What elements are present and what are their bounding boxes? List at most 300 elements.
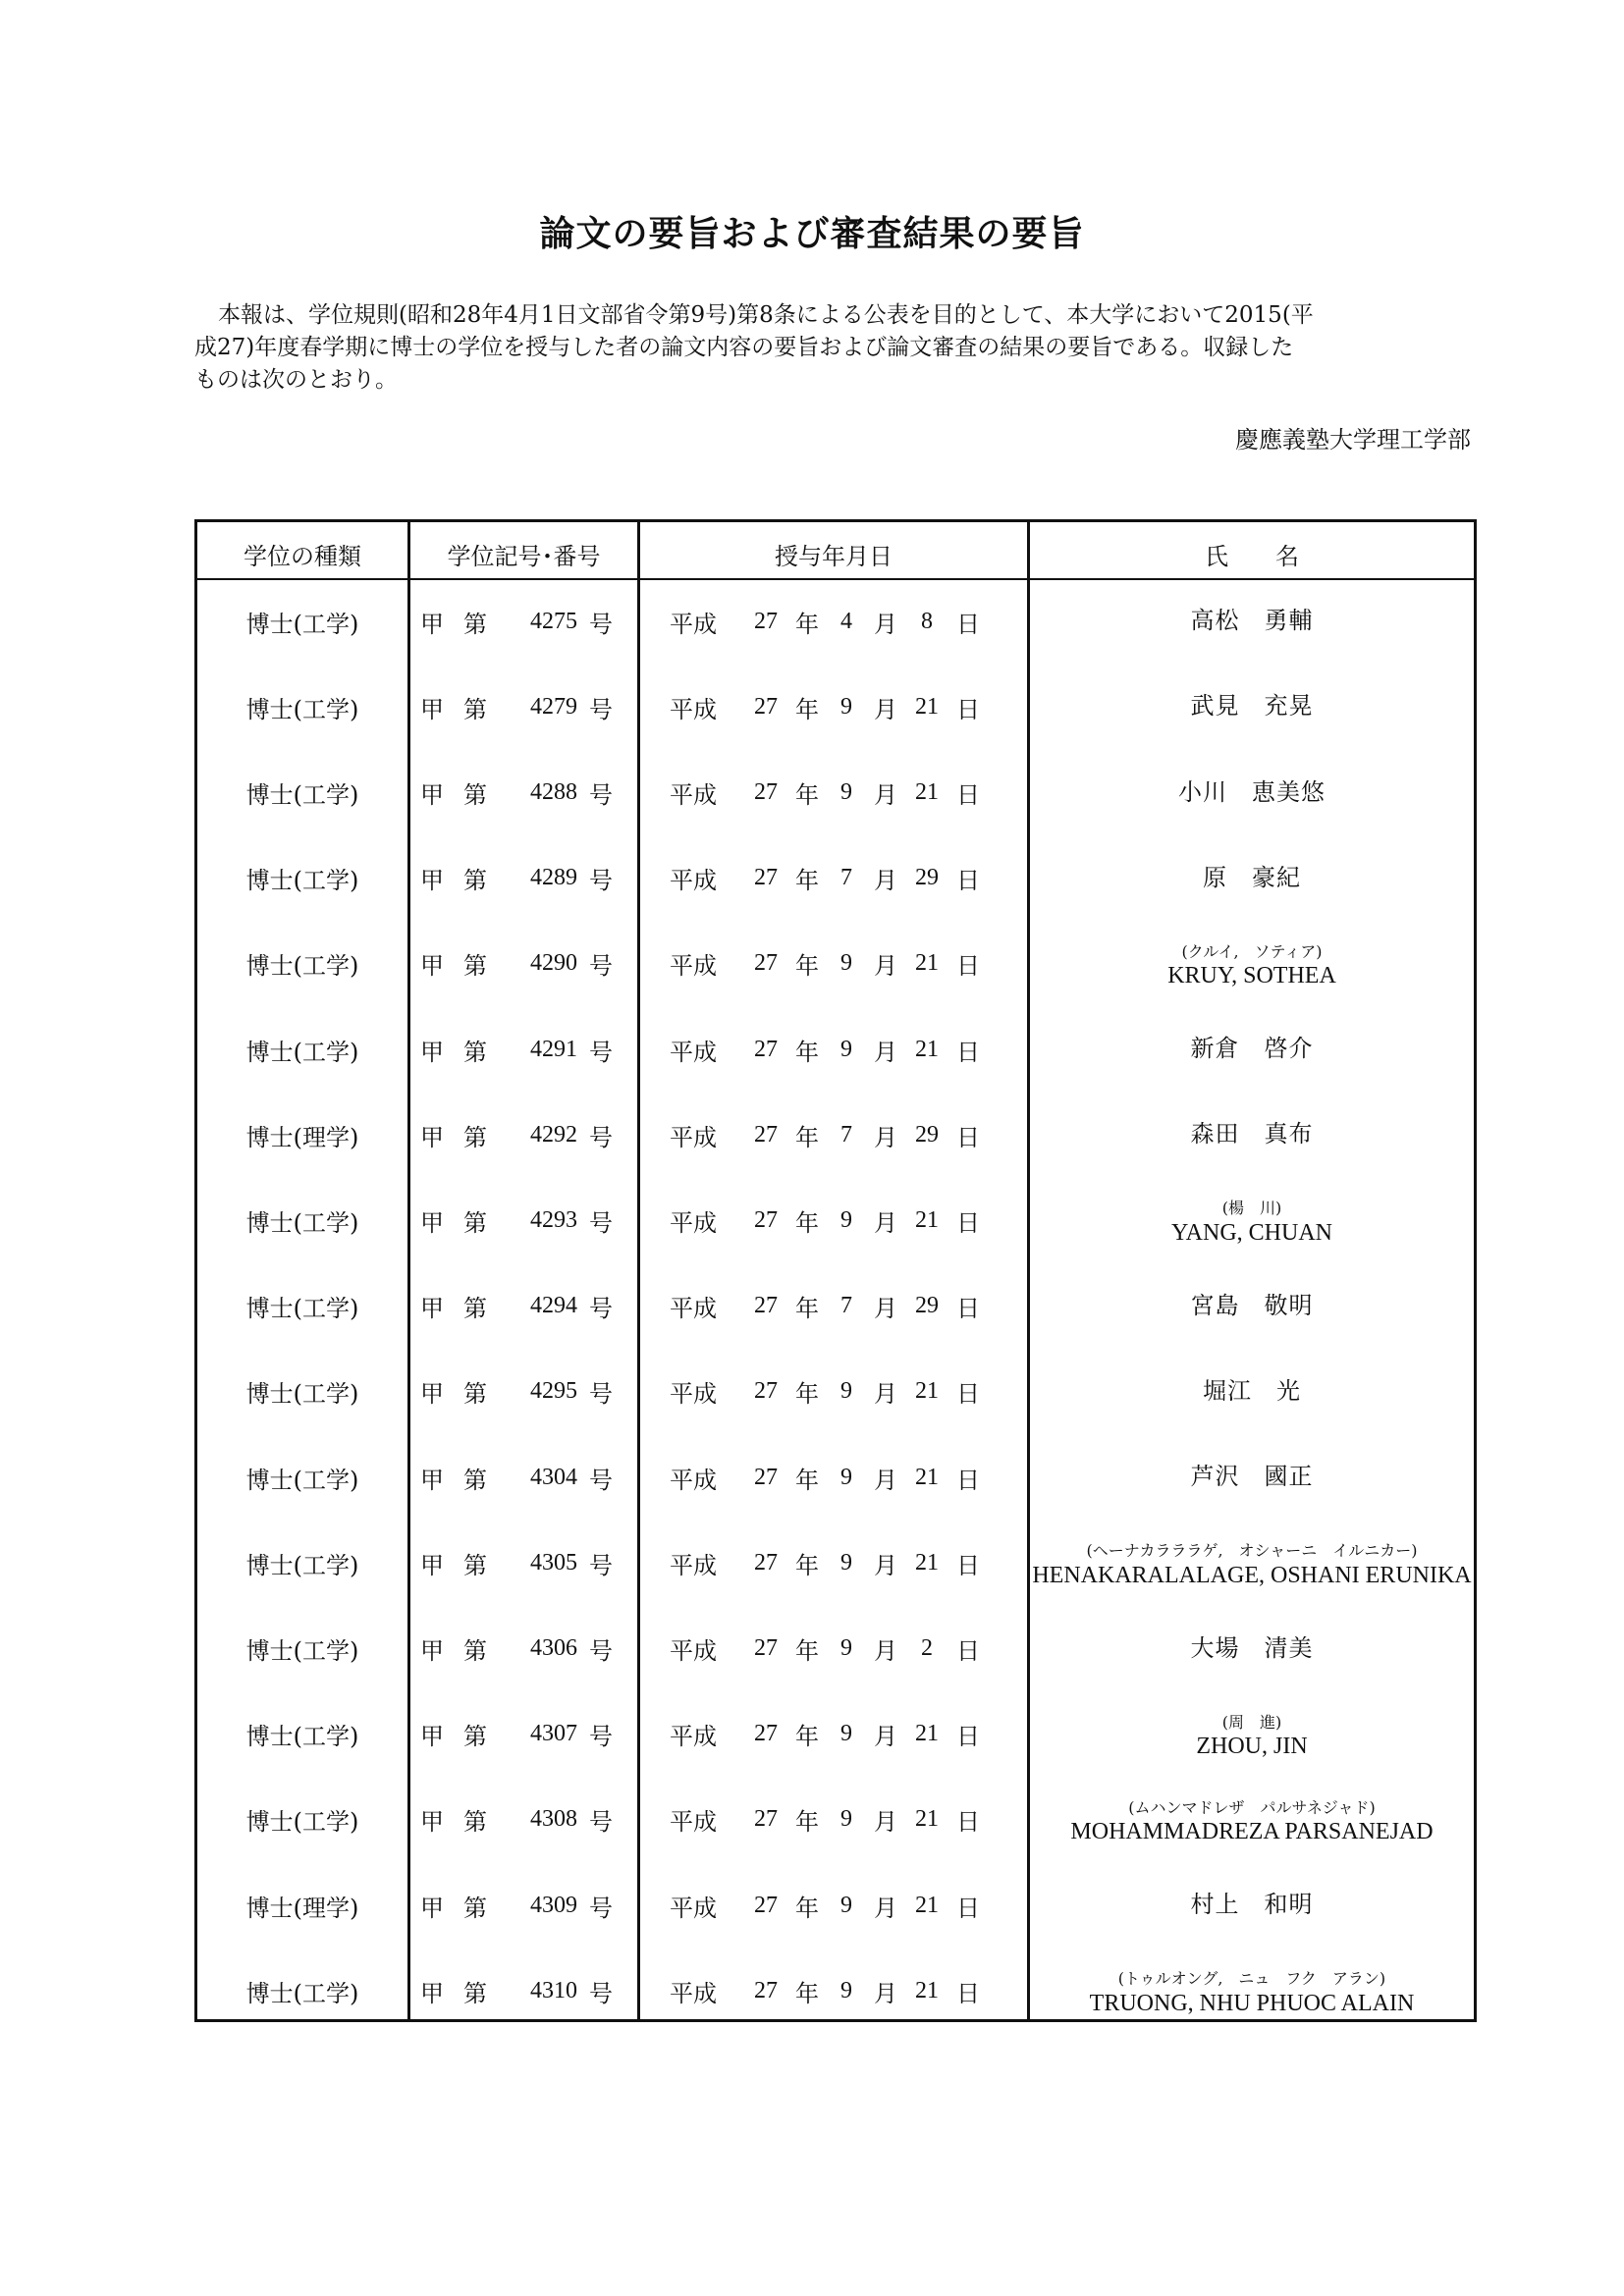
name-cell — [1030, 1777, 1474, 1863]
intro-line: 成27)年度春学期に博士の学位を授与した者の論文内容の要旨および論文審査の結果の要旨である。収録した — [194, 335, 1294, 360]
day-label: 日 — [956, 1380, 980, 1409]
era-label: 平成 — [670, 952, 717, 981]
award-year: 27 — [754, 1036, 778, 1062]
day-label: 日 — [956, 1295, 980, 1323]
degree-number-cell — [410, 749, 637, 835]
dai-label: 第 — [463, 1380, 487, 1409]
degree-type-cell: 博士(工学) — [245, 1979, 359, 2007]
award-month: 9 — [840, 1634, 852, 1661]
month-label: 月 — [874, 610, 897, 638]
month-label: 月 — [874, 1894, 897, 1922]
name-cell — [1030, 1862, 1474, 1949]
recipient-name: 宮島 敬明 — [1190, 1291, 1314, 1319]
award-year: 27 — [754, 693, 778, 720]
name-reading: (トゥルオング, ニュ フク アラン) — [1117, 1969, 1386, 1989]
name-cell — [1030, 578, 1474, 665]
era-label: 平成 — [670, 1380, 717, 1409]
go-label: 号 — [589, 867, 613, 895]
recipient-name: KRUY, SOTHEA — [1167, 963, 1336, 989]
year-label: 年 — [795, 1208, 819, 1237]
intro-line: 本報は、学位規則(昭和28年4月1日文部省令第9号)第8条による公表を目的として、本大学において2015(平 — [218, 302, 1314, 328]
year-label: 年 — [795, 1723, 819, 1751]
era-label: 平成 — [670, 1636, 717, 1665]
name-block — [1191, 608, 1314, 635]
award-year: 27 — [754, 1634, 778, 1661]
recipient-name: ZHOU, JIN — [1196, 1733, 1308, 1759]
degree-type-cell: 博士(工学) — [245, 780, 359, 809]
era-label: 平成 — [670, 1894, 717, 1922]
dai-label: 第 — [463, 695, 487, 723]
award-day: 21 — [915, 950, 939, 977]
name-cell — [1030, 1092, 1474, 1178]
degree-number: 4292 — [530, 1121, 577, 1148]
year-label: 年 — [795, 1636, 819, 1665]
degree-type-cell: 博士(理学) — [245, 1123, 359, 1151]
go-label: 号 — [589, 695, 613, 723]
recipient-name: 原 豪紀 — [1203, 863, 1301, 891]
award-month: 7 — [840, 1293, 852, 1319]
name-block — [1203, 1378, 1301, 1406]
year-label: 年 — [795, 610, 819, 638]
award-day: 8 — [921, 608, 933, 634]
award-date-cell — [640, 1092, 1027, 1178]
dai-label: 第 — [463, 610, 487, 638]
day-label: 日 — [956, 1808, 980, 1837]
era-label: 平成 — [670, 1808, 717, 1837]
go-label: 号 — [589, 1723, 613, 1751]
go-label: 号 — [589, 1979, 613, 2007]
degree-number: 4294 — [530, 1293, 577, 1319]
award-year: 27 — [754, 1977, 778, 2003]
year-label: 年 — [795, 1894, 819, 1922]
day-label: 日 — [956, 1723, 980, 1751]
recipient-name: TRUONG, NHU PHUOC ALAIN — [1089, 1990, 1415, 2016]
recipient-name: 小川 恵美悠 — [1178, 777, 1326, 806]
year-label: 年 — [795, 1979, 819, 2007]
dai-label: 第 — [463, 1979, 487, 2007]
name-cell — [1030, 1948, 1474, 2034]
go-label: 号 — [589, 1636, 613, 1665]
degree-number-cell — [410, 1691, 637, 1778]
code-label: 甲 — [420, 1808, 444, 1837]
name-cell — [1030, 1605, 1474, 1691]
award-day: 21 — [915, 778, 939, 805]
name-block — [1191, 1464, 1314, 1491]
recipient-name: 高松 勇輔 — [1190, 607, 1314, 635]
code-label: 甲 — [420, 1208, 444, 1237]
code-label: 甲 — [420, 1380, 444, 1409]
go-label: 号 — [589, 1208, 613, 1237]
go-label: 号 — [589, 952, 613, 981]
name-block — [1191, 1293, 1314, 1320]
degree-number: 4309 — [530, 1892, 577, 1918]
award-day: 21 — [915, 1206, 939, 1233]
month-label: 月 — [874, 1808, 897, 1837]
degree-type-cell: 博士(工学) — [245, 1295, 359, 1323]
go-label: 号 — [589, 1808, 613, 1837]
era-label: 平成 — [670, 1123, 717, 1151]
dai-label: 第 — [463, 1551, 487, 1579]
go-label: 号 — [589, 1123, 613, 1151]
degree-type-cell: 博士(工学) — [245, 952, 359, 981]
name-block — [1178, 779, 1326, 807]
year-label: 年 — [795, 1295, 819, 1323]
award-date-cell — [640, 1862, 1027, 1949]
award-month: 4 — [840, 608, 852, 634]
award-day: 21 — [915, 1378, 939, 1405]
era-label: 平成 — [670, 867, 717, 895]
award-day: 21 — [915, 1464, 939, 1490]
month-label: 月 — [874, 1123, 897, 1151]
award-day: 29 — [915, 1293, 939, 1319]
award-year: 27 — [754, 1206, 778, 1233]
name-block — [1196, 1714, 1307, 1761]
year-label: 年 — [795, 1466, 819, 1494]
name-block — [1203, 865, 1301, 892]
intro-paragraph — [194, 299, 1471, 397]
award-month: 9 — [840, 693, 852, 720]
recipient-name: 大場 清美 — [1190, 1633, 1314, 1662]
degree-number-cell — [410, 578, 637, 665]
award-date-cell — [640, 921, 1027, 1007]
go-label: 号 — [589, 610, 613, 638]
day-label: 日 — [956, 1208, 980, 1237]
era-label: 平成 — [670, 1295, 717, 1323]
code-label: 甲 — [420, 780, 444, 809]
award-month: 9 — [840, 1206, 852, 1233]
recipient-name: 村上 和明 — [1190, 1891, 1314, 1919]
degree-number-cell — [410, 1605, 637, 1691]
dai-label: 第 — [463, 780, 487, 809]
degree-number: 4288 — [530, 778, 577, 805]
award-month: 9 — [840, 1464, 852, 1490]
year-label: 年 — [795, 1380, 819, 1409]
go-label: 号 — [589, 1894, 613, 1922]
award-month: 9 — [840, 1806, 852, 1833]
name-block — [1191, 1121, 1314, 1148]
award-day: 2 — [921, 1634, 933, 1661]
name-reading: (ムハンマドレザ パルサネジャド) — [1128, 1797, 1376, 1817]
day-label: 日 — [956, 610, 980, 638]
award-date-cell — [640, 664, 1027, 750]
day-label: 日 — [956, 1038, 980, 1066]
award-day: 21 — [915, 1036, 939, 1062]
degree-number-cell — [410, 1349, 637, 1435]
award-month: 9 — [840, 1378, 852, 1405]
degree-number: 4291 — [530, 1036, 577, 1062]
year-label: 年 — [795, 695, 819, 723]
award-date-cell — [640, 835, 1027, 922]
award-month: 9 — [840, 778, 852, 805]
dai-label: 第 — [463, 1295, 487, 1323]
award-day: 21 — [915, 1721, 939, 1747]
degree-number: 4310 — [530, 1977, 577, 2003]
era-label: 平成 — [670, 1723, 717, 1751]
name-cell — [1030, 1349, 1474, 1435]
name-block — [1191, 1635, 1314, 1663]
recipient-name: HENAKARALALAGE, OSHANI ERUNIKA — [1032, 1562, 1472, 1588]
degree-number: 4289 — [530, 865, 577, 891]
year-label: 年 — [795, 780, 819, 809]
era-label: 平成 — [670, 780, 717, 809]
award-day: 21 — [915, 1892, 939, 1918]
go-label: 号 — [589, 1038, 613, 1066]
award-day: 21 — [915, 1806, 939, 1833]
go-label: 号 — [589, 1380, 613, 1409]
era-label: 平成 — [670, 1979, 717, 2007]
header-name: 氏 名 — [1205, 543, 1299, 570]
award-year: 27 — [754, 1721, 778, 1747]
name-block — [1191, 1036, 1314, 1063]
era-label: 平成 — [670, 610, 717, 638]
dai-label: 第 — [463, 1466, 487, 1494]
month-label: 月 — [874, 1038, 897, 1066]
degree-number: 4308 — [530, 1806, 577, 1833]
degree-number-cell — [410, 921, 637, 1007]
degree-number-cell — [410, 1263, 637, 1350]
degree-type-cell: 博士(工学) — [245, 1808, 359, 1837]
degree-type-cell: 博士(工学) — [245, 1551, 359, 1579]
code-label: 甲 — [420, 1894, 444, 1922]
award-date-cell — [640, 1777, 1027, 1863]
day-label: 日 — [956, 1551, 980, 1579]
month-label: 月 — [874, 1380, 897, 1409]
award-year: 27 — [754, 1378, 778, 1405]
degree-number: 4305 — [530, 1549, 577, 1575]
code-label: 甲 — [420, 952, 444, 981]
award-month: 9 — [840, 1977, 852, 2003]
organization-name: 慶應義塾大学理工学部 — [1235, 426, 1471, 454]
year-label: 年 — [795, 1808, 819, 1837]
award-day: 29 — [915, 1121, 939, 1148]
award-month: 9 — [840, 1892, 852, 1918]
name-cell — [1030, 835, 1474, 922]
month-label: 月 — [874, 1466, 897, 1494]
month-label: 月 — [874, 695, 897, 723]
recipient-name: 武見 充晃 — [1190, 692, 1314, 721]
code-label: 甲 — [420, 610, 444, 638]
dai-label: 第 — [463, 1038, 487, 1066]
go-label: 号 — [589, 1295, 613, 1323]
header-award-date: 授与年月日 — [775, 543, 893, 570]
header-degree-type: 学位の種類 — [244, 543, 361, 570]
year-label: 年 — [795, 1551, 819, 1579]
award-year: 27 — [754, 1293, 778, 1319]
award-year: 27 — [754, 608, 778, 634]
name-block — [1167, 943, 1336, 990]
award-date-cell — [640, 1434, 1027, 1521]
day-label: 日 — [956, 780, 980, 809]
era-label: 平成 — [670, 1038, 717, 1066]
award-month: 9 — [840, 1549, 852, 1575]
day-label: 日 — [956, 952, 980, 981]
code-label: 甲 — [420, 1123, 444, 1151]
degree-number-cell — [410, 1948, 637, 2034]
recipient-name: MOHAMMADREZA PARSANEJAD — [1070, 1819, 1434, 1845]
recipient-name: 新倉 啓介 — [1190, 1035, 1314, 1063]
degree-number-cell — [410, 1520, 637, 1606]
degree-table — [194, 519, 1477, 2022]
name-reading: (楊 川) — [1221, 1199, 1282, 1218]
award-month: 7 — [840, 865, 852, 891]
go-label: 号 — [589, 1551, 613, 1579]
name-cell — [1030, 1263, 1474, 1350]
degree-type-cell: 博士(工学) — [245, 1380, 359, 1409]
name-cell — [1030, 1520, 1474, 1606]
code-label: 甲 — [420, 1979, 444, 2007]
month-label: 月 — [874, 1723, 897, 1751]
code-label: 甲 — [420, 1038, 444, 1066]
degree-type-cell: 博士(工学) — [245, 1038, 359, 1066]
award-date-cell — [640, 1006, 1027, 1093]
degree-number: 4275 — [530, 608, 577, 634]
award-month: 9 — [840, 1721, 852, 1747]
month-label: 月 — [874, 867, 897, 895]
dai-label: 第 — [463, 1123, 487, 1151]
name-reading: (周 進) — [1221, 1712, 1282, 1732]
award-date-cell — [640, 1948, 1027, 2034]
degree-number-cell — [410, 1006, 637, 1093]
degree-type-cell: 博士(工学) — [245, 1208, 359, 1237]
name-reading: (ヘーナカラララゲ, オシャーニ イルニカー) — [1086, 1541, 1418, 1561]
code-label: 甲 — [420, 1466, 444, 1494]
name-cell — [1030, 1434, 1474, 1521]
degree-type-cell: 博士(工学) — [245, 1723, 359, 1751]
day-label: 日 — [956, 867, 980, 895]
day-label: 日 — [956, 1894, 980, 1922]
degree-type-cell: 博士(工学) — [245, 867, 359, 895]
degree-number: 4306 — [530, 1634, 577, 1661]
award-year: 27 — [754, 1549, 778, 1575]
recipient-name: YANG, CHUAN — [1170, 1219, 1332, 1246]
degree-number: 4295 — [530, 1378, 577, 1405]
code-label: 甲 — [420, 695, 444, 723]
degree-number: 4304 — [530, 1464, 577, 1490]
degree-type-cell: 博士(工学) — [245, 1636, 359, 1665]
name-block — [1070, 1799, 1433, 1846]
award-day: 29 — [915, 865, 939, 891]
go-label: 号 — [589, 780, 613, 809]
day-label: 日 — [956, 1979, 980, 2007]
award-date-cell — [640, 1263, 1027, 1350]
day-label: 日 — [956, 695, 980, 723]
month-label: 月 — [874, 1295, 897, 1323]
degree-number-cell — [410, 664, 637, 750]
name-cell — [1030, 664, 1474, 750]
award-date-cell — [640, 578, 1027, 665]
award-day: 21 — [915, 1549, 939, 1575]
name-cell — [1030, 1006, 1474, 1093]
award-year: 27 — [754, 1806, 778, 1833]
award-year: 27 — [754, 1892, 778, 1918]
degree-number: 4290 — [530, 950, 577, 977]
award-year: 27 — [754, 778, 778, 805]
degree-number-cell — [410, 835, 637, 922]
degree-number-cell — [410, 1434, 637, 1521]
year-label: 年 — [795, 1038, 819, 1066]
degree-number: 4293 — [530, 1206, 577, 1233]
degree-type-cell: 博士(工学) — [245, 695, 359, 723]
name-block — [1191, 1892, 1314, 1919]
name-cell — [1030, 1691, 1474, 1778]
day-label: 日 — [956, 1636, 980, 1665]
award-year: 27 — [754, 1121, 778, 1148]
era-label: 平成 — [670, 1466, 717, 1494]
year-label: 年 — [795, 952, 819, 981]
go-label: 号 — [589, 1466, 613, 1494]
award-date-cell — [640, 1349, 1027, 1435]
degree-type-cell: 博士(工学) — [245, 1466, 359, 1494]
recipient-name: 堀江 光 — [1203, 1377, 1301, 1405]
intro-line: ものは次のとおり。 — [194, 367, 398, 393]
degree-number-cell — [410, 1777, 637, 1863]
code-label: 甲 — [420, 1295, 444, 1323]
document-title: 論文の要旨および審査結果の要旨 — [539, 214, 1085, 254]
dai-label: 第 — [463, 952, 487, 981]
month-label: 月 — [874, 1551, 897, 1579]
name-reading: (クルイ, ソティア) — [1181, 941, 1323, 961]
degree-type-cell: 博士(理学) — [245, 1894, 359, 1922]
award-month: 9 — [840, 950, 852, 977]
era-label: 平成 — [670, 695, 717, 723]
code-label: 甲 — [420, 867, 444, 895]
award-date-cell — [640, 1605, 1027, 1691]
code-label: 甲 — [420, 1636, 444, 1665]
month-label: 月 — [874, 1979, 897, 2007]
award-year: 27 — [754, 865, 778, 891]
dai-label: 第 — [463, 1636, 487, 1665]
award-day: 21 — [915, 693, 939, 720]
era-label: 平成 — [670, 1551, 717, 1579]
year-label: 年 — [795, 1123, 819, 1151]
header-degree-number: 学位記号･番号 — [447, 543, 601, 570]
month-label: 月 — [874, 1636, 897, 1665]
award-day: 21 — [915, 1977, 939, 2003]
degree-number: 4307 — [530, 1721, 577, 1747]
award-date-cell — [640, 749, 1027, 835]
award-month: 9 — [840, 1036, 852, 1062]
award-month: 7 — [840, 1121, 852, 1148]
award-year: 27 — [754, 950, 778, 977]
dai-label: 第 — [463, 1894, 487, 1922]
award-date-cell — [640, 1520, 1027, 1606]
code-label: 甲 — [420, 1551, 444, 1579]
day-label: 日 — [956, 1123, 980, 1151]
name-block — [1171, 1200, 1332, 1247]
month-label: 月 — [874, 952, 897, 981]
degree-number-cell — [410, 1862, 637, 1949]
recipient-name: 芦沢 國正 — [1190, 1463, 1314, 1491]
name-block — [1032, 1542, 1471, 1589]
award-date-cell — [640, 1691, 1027, 1778]
recipient-name: 森田 真布 — [1190, 1120, 1314, 1148]
name-cell — [1030, 749, 1474, 835]
dai-label: 第 — [463, 1208, 487, 1237]
degree-number-cell — [410, 1092, 637, 1178]
degree-number-cell — [410, 1177, 637, 1263]
name-block — [1191, 693, 1314, 721]
month-label: 月 — [874, 1208, 897, 1237]
name-cell — [1030, 921, 1474, 1007]
award-date-cell — [640, 1177, 1027, 1263]
code-label: 甲 — [420, 1723, 444, 1751]
dai-label: 第 — [463, 1723, 487, 1751]
dai-label: 第 — [463, 867, 487, 895]
degree-number: 4279 — [530, 693, 577, 720]
year-label: 年 — [795, 867, 819, 895]
day-label: 日 — [956, 1466, 980, 1494]
month-label: 月 — [874, 780, 897, 809]
